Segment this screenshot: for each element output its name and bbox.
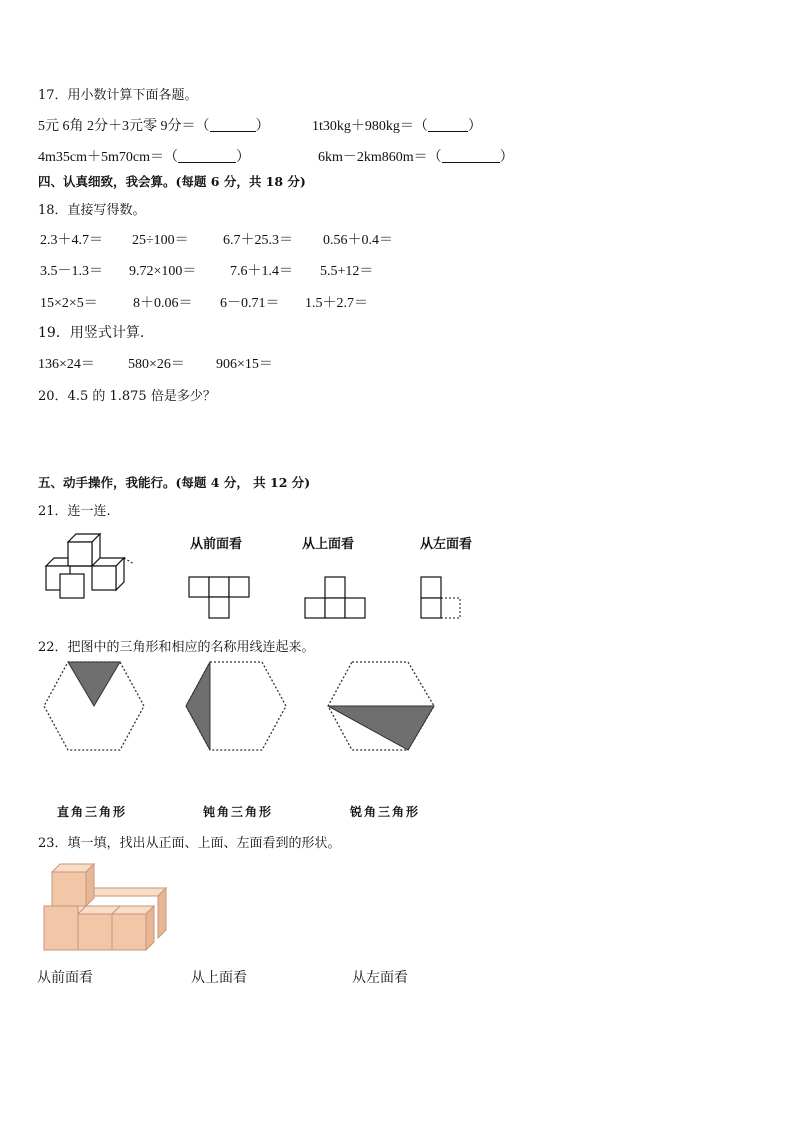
cube-stack-figure (42, 534, 138, 600)
q17-item-4-close: ） (499, 150, 514, 165)
q17-item-1-close: ） (255, 119, 270, 134)
triangle-label-right[interactable]: 直角三角形 (57, 805, 128, 819)
q21-view-front[interactable]: 从前面看 (190, 537, 243, 552)
q18-row-2-col-2: 9.72×100＝ (129, 264, 197, 279)
section-4-heading: 四、认真细致，我会算。(每题 6 分，共 18 分) (38, 174, 306, 189)
hexagon-figure-3 (326, 660, 436, 752)
q17-item-2 (312, 115, 482, 135)
q18-row-3-col-2: 8＋0.06＝ (133, 296, 193, 311)
q18-row-2-col-4: 5.5+12＝ (320, 264, 374, 279)
q19-item-1: 136×24＝ (38, 357, 95, 372)
q18-row-3-col-3: 6－0.71＝ (220, 296, 280, 311)
q17-item-3-close: ） (236, 150, 250, 165)
q21-view-left[interactable]: 从左面看 (420, 537, 473, 552)
q18-title: 18．直接写得数。 (38, 203, 146, 218)
q18-row-2-col-1: 3.5－1.3＝ (40, 264, 103, 279)
q18-row-1-col-1: 2.3＋4.7＝ (40, 233, 103, 248)
q19-item-3: 906×15＝ (216, 357, 273, 372)
answer-blank[interactable] (178, 150, 236, 163)
q23-view-front: 从前面看 (37, 970, 93, 986)
q18-row-1-col-3: 6.7＋25.3＝ (223, 233, 293, 248)
triangle-label-acute[interactable]: 锐角三角形 (350, 805, 421, 819)
answer-blank[interactable] (210, 119, 256, 132)
q23-view-top: 从上面看 (191, 970, 247, 986)
view-shape-t[interactable] (188, 576, 250, 620)
q18-row-3-col-1: 15×2×5＝ (40, 296, 98, 311)
q19-title: 19．用竖式计算. (38, 325, 145, 341)
q17-item-4-expr: 6km－2km860m＝（ (318, 150, 442, 165)
triangle-label-obtuse[interactable]: 钝角三角形 (203, 805, 274, 819)
q23-view-left: 从左面看 (352, 970, 408, 986)
q22-title: 22．把图中的三角形和相应的名称用线连起来。 (38, 640, 315, 655)
q18-row-1-col-2: 25÷100＝ (132, 233, 189, 248)
q23-title: 23．填一填，找出从正面、上面、左面看到的形状。 (38, 836, 341, 851)
q18-row-2-col-3: 7.6＋1.4＝ (230, 264, 293, 279)
answer-blank[interactable] (428, 119, 468, 132)
q17-item-3 (38, 146, 250, 166)
view-shape-column[interactable] (420, 576, 464, 620)
q18-row-3-col-4: 1.5＋2.7＝ (305, 296, 368, 311)
q21-view-top[interactable]: 从上面看 (302, 537, 355, 552)
q17-title: 17．用小数计算下面各题。 (38, 88, 198, 103)
hexagon-figure-1 (42, 660, 146, 752)
answer-blank[interactable] (442, 150, 500, 163)
hexagon-figure-2 (184, 660, 288, 752)
q17-item-4 (318, 146, 514, 166)
q17-item-2-close: ） (467, 119, 482, 134)
block-stack-figure (42, 858, 172, 954)
view-shape-inverted-t[interactable] (304, 576, 366, 620)
q17-item-1-expr: 5元 6角 2分＋3元零 9分＝（ (38, 119, 210, 134)
q19-item-2: 580×26＝ (128, 357, 185, 372)
q17-item-3-expr: 4m35cm＋5m70cm＝（ (38, 150, 178, 165)
q17-item-2-expr: 1t30kg＋980kg＝（ (312, 119, 428, 134)
section-5-heading: 五、动手操作，我能行。(每题 4 分， 共 12 分) (38, 475, 311, 490)
q18-row-1-col-4: 0.56＋0.4＝ (323, 233, 393, 248)
q20-title: 20．4.5 的 1.875 倍是多少？ (38, 389, 216, 404)
q17-item-1 (38, 115, 270, 135)
q21-title: 21．连一连. (38, 504, 111, 519)
